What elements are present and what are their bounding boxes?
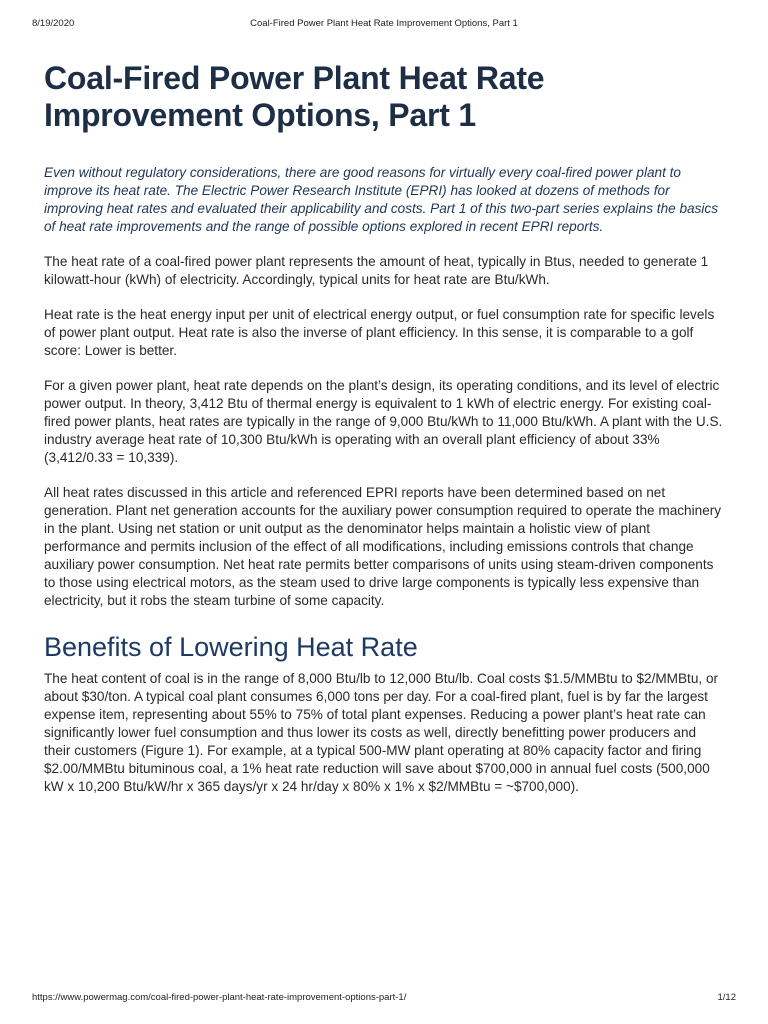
paragraph-net-generation: All heat rates discussed in this article and referenced EPRI reports have been determined based on net generation. Plant net generation accounts for the auxiliary power consumption required to operate the machinery in the plant. Using net station or unit output as the denominator helps maintain a holistic view of plant performance and permits inclusion of the effect of all modifications, including emissions controls that change auxiliary power consumption. Net heat rate permits better comparisons of units using steam-driven components to those using electrical motors, as the steam used to drive large components is typically less expensive than electricity, but it robs the steam turbine of some capacity. [44, 485, 722, 608]
paragraph-heat-rate-inverse-efficiency: Heat rate is the heat energy input per unit of electrical energy output, or fuel consumption rate for specific levels of power plant output. Heat rate is also the inverse of plant efficiency. In this sense, it is comparable to a golf score: Lower is better. [44, 307, 715, 358]
print-footer [32, 992, 736, 1006]
section-heading-benefits: Benefits of Lowering Heat Rate [44, 632, 418, 662]
page-number: 1/12 [717, 992, 736, 1003]
paragraph-heat-rate-factors: For a given power plant, heat rate depends on the plant’s design, its operating conditions, and its level of electric power output. In theory, 3,412 Btu of thermal energy is equivalent to 1 kWh of electric energy. For existing coal-fired power plants, heat rates are typically in the range of 9,000 Btu/kWh to 11,000 Btu/kWh. A plant with the U.S. industry average heat rate of 10,300 Btu/kWh is operating with an overall plant efficiency of about 33% (3,412/0.33 = 10,339). [44, 378, 723, 465]
print-date: 8/19/2020 [32, 18, 75, 29]
article [44, 60, 726, 796]
source-url: https://www.powermag.com/coal-fired-power-plant-heat-rate-improvement-options-part-1/ [32, 992, 407, 1003]
article-lede: Even without regulatory considerations, there are good reasons for virtually every coal-fired power plant to improve its heat rate. The Electric Power Research Institute (EPRI) has looked at dozens of methods for improving heat rates and evaluated their applicability and costs. Part 1 of this two-part series explains the basics of heat rate improvements and the range of possible options explored in recent EPRI reports. [44, 165, 718, 234]
print-header-title: Coal-Fired Power Plant Heat Rate Improvement Options, Part 1 [250, 18, 518, 29]
print-header [32, 18, 736, 32]
paragraph-benefits: The heat content of coal is in the range of 8,000 Btu/lb to 12,000 Btu/lb. Coal costs $1.5/MMBtu to $2/MMBtu, or about $30/ton. A typical coal plant consumes 6,000 tons per day. For a coal-fired plant, fuel is by far the largest expense item, representing about 55% to 75% of total plant expenses. Reducing a power plant’s heat rate can significantly lower fuel consumption and thus lower its costs as well, directly benefitting power producers and their customers (Figure 1). For example, at a typical 500-MW plant operating at 80% capacity factor and firing $2.00/MMBtu bituminous coal, a 1% heat rate reduction will save about $700,000 in annual fuel costs (500,000 kW x 10,200 Btu/kW/hr x 365 days/yr x 24 hr/day x 80% x 1% x $2/MMBtu = ~$700,000). [44, 671, 719, 794]
paragraph-heat-rate-definition: The heat rate of a coal-fired power plant represents the amount of heat, typically in Btus, needed to generate 1 kilowatt-hour (kWh) of electricity. Accordingly, typical units for heat rate are Btu/kWh. [44, 254, 709, 287]
article-title: Coal-Fired Power Plant Heat Rate Improvement Options, Part 1 [44, 60, 545, 133]
